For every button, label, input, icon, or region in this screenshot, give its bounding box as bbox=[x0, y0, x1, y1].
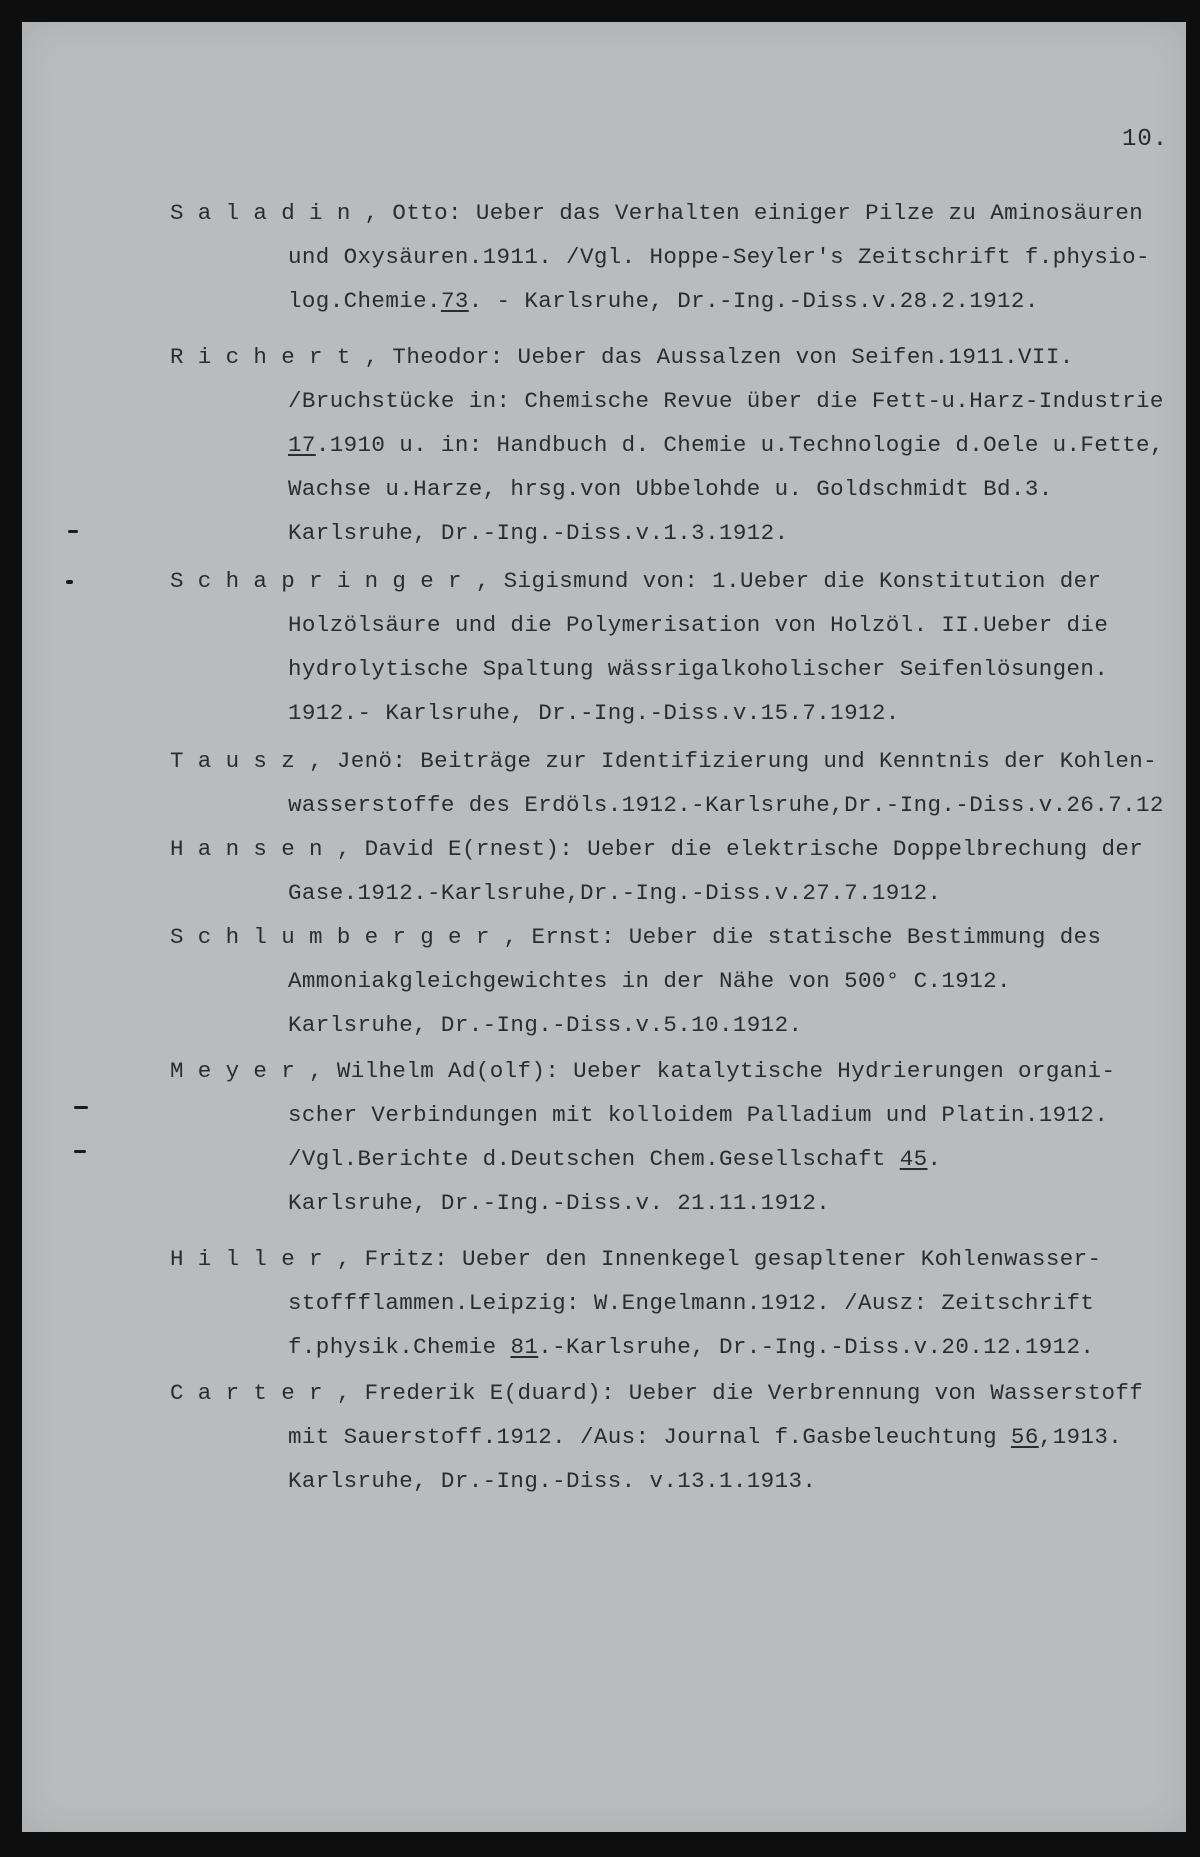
margin-mark-icon bbox=[74, 1150, 86, 1153]
entry-line: Karlsruhe, Dr.-Ing.-Diss.v.5.10.1912. bbox=[288, 1012, 803, 1038]
entry-line: 1912.- Karlsruhe, Dr.-Ing.-Diss.v.15.7.1912. bbox=[288, 700, 900, 726]
entry-line: Ammoniakgleichgewichtes in der Nähe von 500° C.1912. bbox=[288, 968, 1011, 994]
entry-line: wasserstoffe des Erdöls.1912.-Karlsruhe,Dr.-Ing.-Diss.v.26.7.12 bbox=[288, 792, 1164, 818]
entry-line: Gase.1912.-Karlsruhe,Dr.-Ing.-Diss.v.27.7.1912. bbox=[288, 880, 942, 906]
margin-mark-icon bbox=[74, 1106, 88, 1109]
document-page bbox=[22, 22, 1186, 1832]
entry-line: hydrolytische Spaltung wässrigalkoholischer Seifenlösungen. bbox=[288, 656, 1109, 682]
entry-line: Karlsruhe, Dr.-Ing.-Diss.v. 21.11.1912. bbox=[288, 1190, 831, 1216]
entry-line: /Bruchstücke in: Chemische Revue über die Fett-u.Harz-Industrie bbox=[288, 388, 1164, 414]
margin-mark-icon bbox=[68, 530, 78, 533]
entry-line: Karlsruhe, Dr.-Ing.-Diss.v.1.3.1912. bbox=[288, 520, 789, 546]
entry-line: mit Sauerstoff.1912. /Aus: Journal f.Gasbeleuchtung 56,1913. bbox=[288, 1424, 1123, 1450]
entry-line: Holzölsäure und die Polymerisation von Holzöl. II.Ueber die bbox=[288, 612, 1109, 638]
entry-line: S c h l u m b e r g e r , Ernst: Ueber die statische Bestimmung des bbox=[170, 924, 1102, 950]
margin-mark-icon bbox=[66, 580, 73, 584]
entry-line: /Vgl.Berichte d.Deutschen Chem.Gesellschaft 45. bbox=[288, 1146, 942, 1172]
entry-line: M e y e r , Wilhelm Ad(olf): Ueber katalytische Hydrierungen organi- bbox=[170, 1058, 1116, 1084]
entry-line: stoffflammen.Leipzig: W.Engelmann.1912. /Ausz: Zeitschrift bbox=[288, 1290, 1095, 1316]
entry-line: R i c h e r t , Theodor: Ueber das Aussalzen von Seifen.1911.VII. bbox=[170, 344, 1074, 370]
entry-line: H i l l e r , Fritz: Ueber den Innenkegel gesapltener Kohlenwasser- bbox=[170, 1246, 1102, 1272]
entry-line: H a n s e n , David E(rnest): Ueber die elektrische Doppelbrechung der bbox=[170, 836, 1144, 862]
page-number: 10. bbox=[1122, 126, 1169, 153]
entry-line: Wachse u.Harze, hrsg.von Ubbelohde u. Goldschmidt Bd.3. bbox=[288, 476, 1053, 502]
entry-line: log.Chemie.73. - Karlsruhe, Dr.-Ing.-Diss.v.28.2.1912. bbox=[288, 288, 1039, 314]
entry-line: 17.1910 u. in: Handbuch d. Chemie u.Technologie d.Oele u.Fette, bbox=[288, 432, 1164, 458]
entry-line: C a r t e r , Frederik E(duard): Ueber die Verbrennung von Wasserstoff bbox=[170, 1380, 1144, 1406]
entry-line: scher Verbindungen mit kolloidem Palladium und Platin.1912. bbox=[288, 1102, 1109, 1128]
entry-line: S a l a d i n , Otto: Ueber das Verhalten einiger Pilze zu Aminosäuren bbox=[170, 200, 1144, 226]
entry-line: S c h a p r i n g e r , Sigismund von: 1.Ueber die Konstitution der bbox=[170, 568, 1102, 594]
entry-line: f.physik.Chemie 81.-Karlsruhe, Dr.-Ing.-Diss.v.20.12.1912. bbox=[288, 1334, 1095, 1360]
entry-line: T a u s z , Jenö: Beiträge zur Identifizierung und Kenntnis der Kohlen- bbox=[170, 748, 1158, 774]
entry-line: Karlsruhe, Dr.-Ing.-Diss. v.13.1.1913. bbox=[288, 1468, 817, 1494]
entry-line: und Oxysäuren.1911. /Vgl. Hoppe-Seyler's Zeitschrift f.physio- bbox=[288, 244, 1150, 270]
